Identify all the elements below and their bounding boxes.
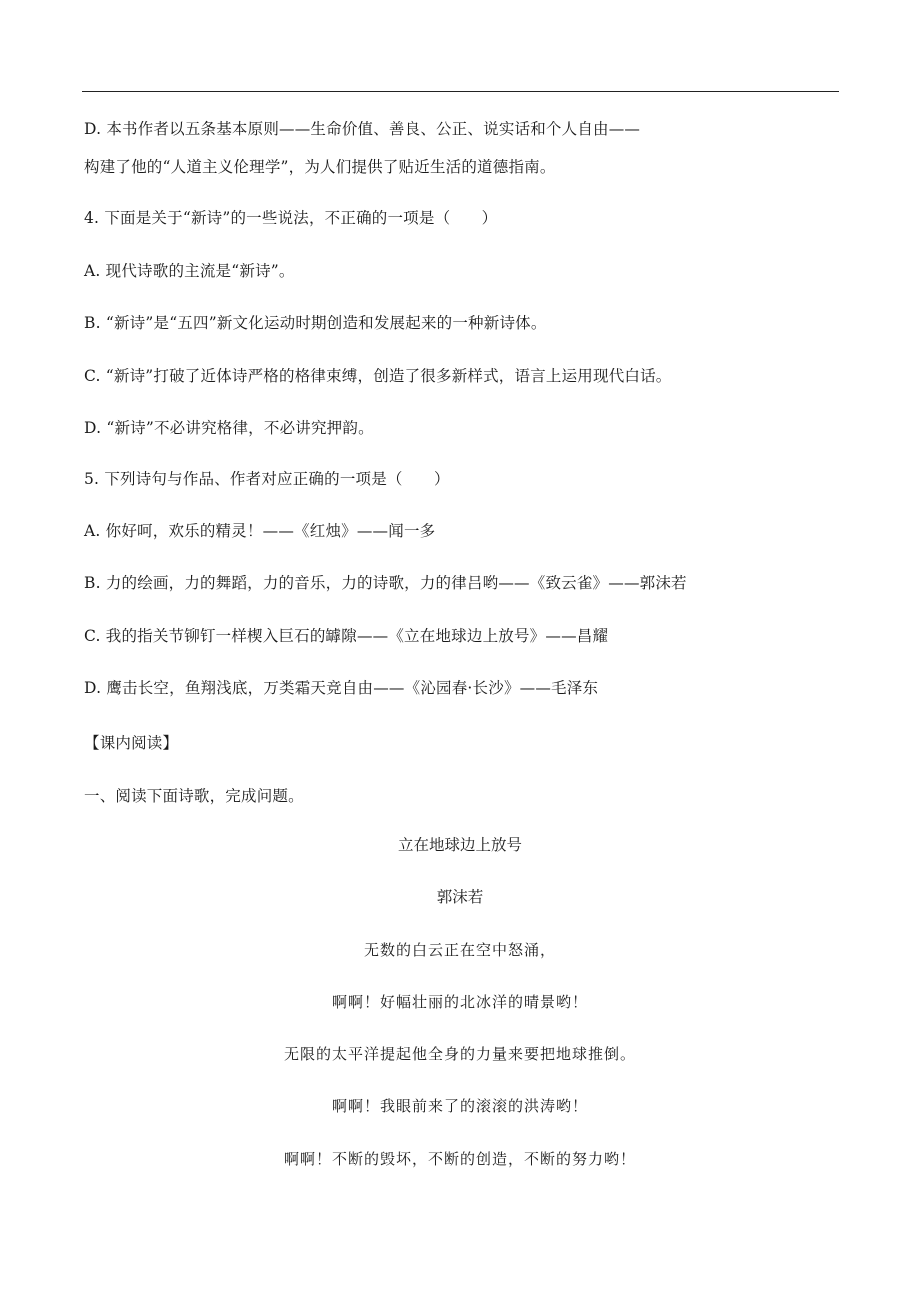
q5-option-a: A. 你好呵，欢乐的精灵！——《红烛》——闻一多: [84, 522, 436, 540]
poem-title: 立在地球边上放号: [397, 836, 522, 854]
poem-line-1: 无数的白云正在空中怒涌，: [363, 941, 556, 959]
q3-option-d-line2: 构建了他的“人道主义伦理学”，为人们提供了贴近生活的道德指南。: [84, 158, 556, 176]
poem-line-3: 无限的太平洋提起他全身的力量来要把地球推倒。: [283, 1045, 636, 1063]
q5-option-c: C. 我的指关节铆钉一样楔入巨石的罅隙——《立在地球边上放号》——昌耀: [84, 627, 609, 645]
section-heading: 【课内阅读】: [84, 734, 179, 752]
q5-option-d: D. 鹰击长空，鱼翔浅底，万类霜天竞自由——《沁园春·长沙》——毛泽东: [84, 679, 599, 697]
poem-line-2: 啊啊！好幅壮丽的北冰洋的晴景哟！: [331, 993, 588, 1011]
poem-line-5: 啊啊！不断的毁坏，不断的创造，不断的努力哟！: [283, 1150, 636, 1168]
q4-question: 4. 下面是关于“新诗”的一些说法，不正确的一项是（ ）: [84, 209, 498, 227]
poem-author: 郭沫若: [436, 888, 484, 906]
q5-question: 5. 下列诗句与作品、作者对应正确的一项是（ ）: [84, 470, 450, 488]
q4-option-d: D. “新诗”不必讲究格律，不必讲究押韵。: [84, 419, 374, 437]
q4-option-b: B. “新诗”是“五四”新文化运动时期创造和发展起来的一种新诗体。: [84, 314, 547, 332]
q4-option-c: C. “新诗”打破了近体诗严格的格律束缚，创造了很多新样式，语言上运用现代白话。: [84, 367, 672, 385]
reading-instruction: 一、阅读下面诗歌，完成问题。: [84, 787, 304, 805]
q5-option-b: B. 力的绘画，力的舞蹈，力的音乐，力的诗歌，力的律吕哟——《致云雀》——郭沫若: [84, 574, 687, 592]
poem-line-4: 啊啊！我眼前来了的滚滚的洪涛哟！: [331, 1097, 588, 1115]
q4-option-a: A. 现代诗歌的主流是“新诗”。: [84, 262, 295, 280]
header-rule: [82, 91, 839, 92]
q3-option-d-line1: D. 本书作者以五条基本原则——生命价值、善良、公正、说实话和个人自由——: [84, 120, 641, 138]
